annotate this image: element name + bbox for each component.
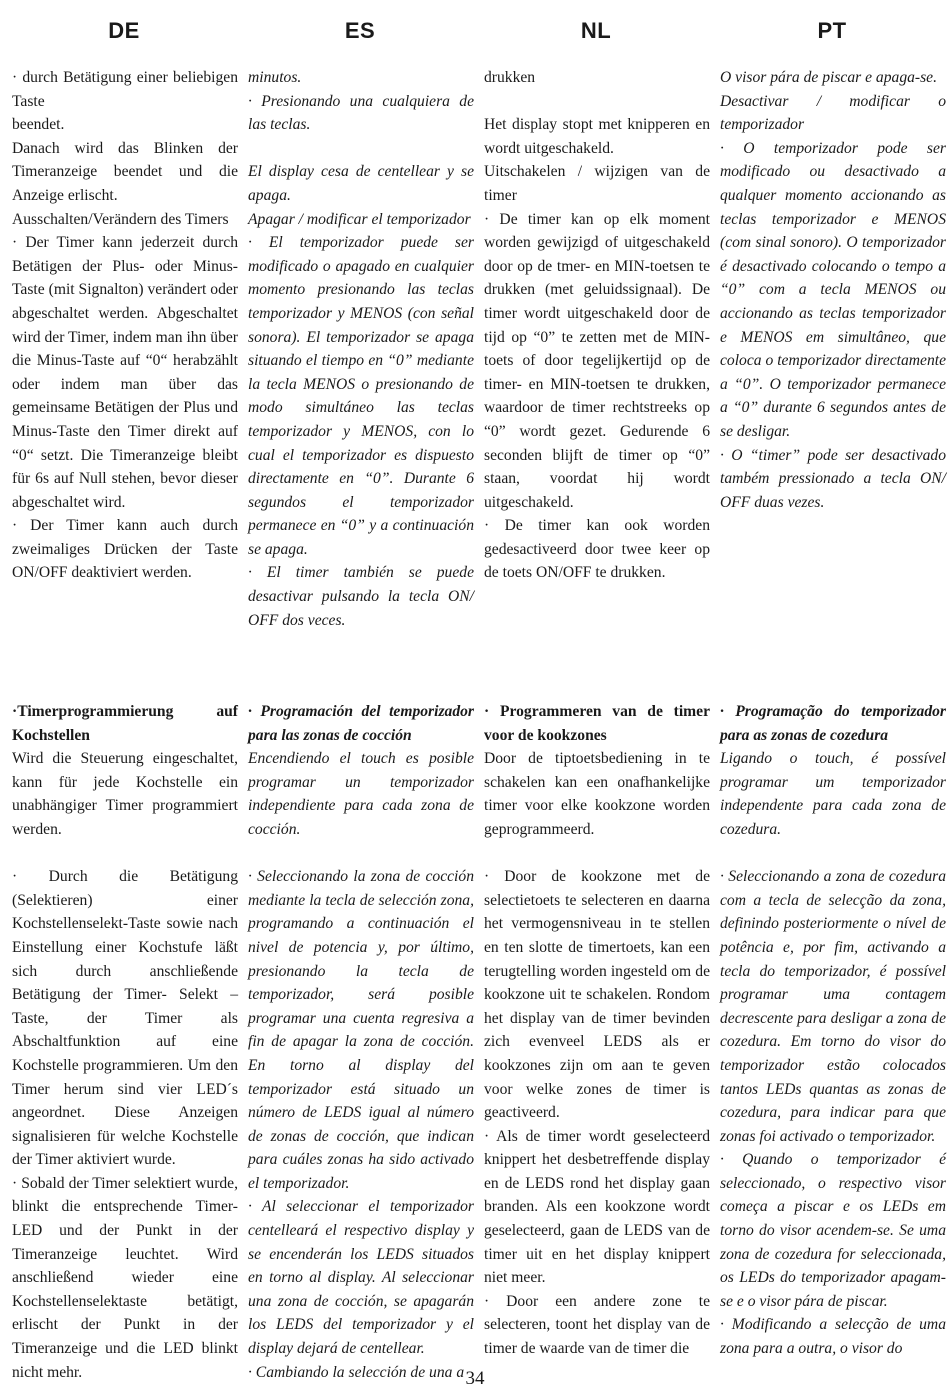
column-nl-top [484,66,710,585]
paragraph: Encendiendo el touch es posible programar un temporizador independiente para cada zona de cocción. [248,750,474,838]
paragraph: Wird die Steuerung eingeschaltet, kann für jede Kochstelle ein unabhängiger Timer programmiert werden. [12,750,238,838]
header-es: ES [344,18,376,43]
paragraph: · O “timer” pode ser desactivado também pressionado a tecla ON/ OFF duas vezes. [720,446,946,511]
paragraph: · El timer también se puede desactivar pulsando la tecla ON/ OFF dos veces. [248,564,474,629]
paragraph: O visor pára de piscar e apaga-se. [720,69,937,86]
paragraph: · Seleccionando a zona de cozedura com a tecla de selecção da zona, definindo posteriormente o nível de potência e, por fim, activando a tecla do temporizador, é possível programar uma contagem decrescente para desligar a zona de cozedura. Em torno do visor do temporizador estão colocados tantos LEDs quantas as zonas de cozedura, para indicar para que zonas foi activado o temporizador. [720,868,946,1145]
column-nl-bottom [484,700,710,1361]
paragraph: · Durch die Betätigung (Selektieren) einer Kochstellenselekt-Taste sowie nach Einstellung einer Kochstufe läßt sich durch anschließende Betätigung der Timer- Selekt –Taste, der Timer als Abschaltfunktion auf eine Kochstelle programmieren. Um den Timer herum sind vier LED´s angeordnet. Diese Anzeigen signalisieren für welche Kochstelle der Timer aktiviert wurde. [12,868,238,1169]
paragraph: · De timer kan ook worden gedesactiveerd door twee keer op de toets ON/OFF te drukken. [484,517,710,582]
paragraph: · Presionando una cualquiera de las teclas. [248,92,474,134]
paragraph: · De timer kan op elk moment worden gewijzigd of uitgeschakeld door op de tmer- en MIN-toetsen te drukken (met geluidssignaal). De timer wordt uitgeschakeld door de tijd op “0” te zetten met de MIN-toets of door tegelijkertijd op de timer- en MIN-toetsen te drukken, waardoor de timer rechtstreeks op “0” wordt gezet. Gedurende 6 seconden blijft de timer op “0” staan, voordat hij wordt uitgeschakeld. [484,210,710,511]
paragraph: · Quando o temporizador é seleccionado, o respectivo visor começa a piscar e os LEDs em torno do visor acendem-se. Se uma zona de cozedura for seleccionada, os LEDs do temporizador apagam-se e o visor pára de piscar. [720,1151,946,1310]
paragraph: Danach wird das Blinken der Timeranzeige beendet und die Anzeige erlischt. [12,139,238,204]
paragraph: Door de tiptoetsbediening in te schakelen kan een onafhankelijke timer voor elke kookzone worden geprogrammeerd. [484,750,710,838]
paragraph: · Sobald der Timer selektiert wurde, blinkt die entsprechende Timer-LED und der Punkt in der Timeranzeige leuchtet. Wird anschließend wieder eine Kochstellenselektaste betätigt, erlischt der Punkt in der Timeranzeige und die LED blinkt nicht mehr. [12,1174,238,1381]
column-pt-top [720,66,946,514]
paragraph: beendet. [12,116,65,134]
paragraph: · El temporizador puede ser modificado o apagado en cualquier momento presionando las teclas temporizador y MENOS (con señal sonora). El temporizador se apaga situando el tiempo en “0” mediante la tecla MENOS o presionando de modo simultáneo las teclas temporizador y MENOS, con lo cual el temporizador es dispuesto directamente en “0”. Durante 6 segundos el temporizador permanece en “0” y a continuación se apaga. [248,234,474,558]
paragraph: · Der Timer kann jederzeit durch Betätigen der Plus- oder Minus-Taste (mit Signalton) verändert oder abgeschaltet werden. Abgeschaltet wird der Timer, indem man ihn über die Minus-Taste auf “0“ herabzählt oder indem man über das gemeinsame Betätigen der Plus und Minus-Taste den Timer direkt auf “0“ setzt. Die Timeranzeige bleibt für 6s auf Null stehen, bevor dieser abgeschaltet wird. [12,234,238,511]
header-nl: NL [580,18,612,43]
subheading: Desactivar / modificar o temporizador [720,92,946,134]
paragraph: Het display stopt met knipperen en wordt uitgeschakeld. [484,116,710,157]
column-es-bottom [248,700,474,1384]
section-heading: ·Timerprogrammierung auf Kochstellen [12,703,238,744]
subheading: Uitschakelen / wijzigen van de timer [484,163,710,204]
section-heading: · Programação do temporizador para as zonas de cozedura [720,703,946,744]
column-de-bottom [12,700,238,1384]
paragraph: · O temporizador pode ser modificado ou desactivado a qualquer momento accionando as teclas temporizador e MENOS (com sinal sonoro). O temporizador é desactivado colocando o tempo a “0” com a tecla MENOS ou accionando as teclas temporizador e MENOS em simultâneo, que coloca o temporizador directamente a “0”. O temporizador permanece a “0” durante 6 segundos antes de se desligar. [720,139,946,440]
paragraph: minutos. [248,69,302,86]
header-pt: PT [817,18,847,43]
paragraph: · Als de timer wordt geselecteerd knippert het desbetreffende display en de LEDS rond het display gaan branden. Als een kookzone wordt geselecteerd, gaan de LEDS van de timer uit en het display knippert niet meer. [484,1127,710,1287]
paragraph: El display cesa de centellear y se apaga. [248,163,474,204]
subheading: Apagar / modificar el temporizador [248,210,471,228]
header-de: DE [108,18,140,43]
column-pt-bottom [720,700,946,1361]
paragraph: · durch Betätigung einer beliebigen Taste [12,69,238,110]
section-heading: · Programmeren van de timer voor de kookzones [484,703,710,744]
page-number: 34 [465,1368,485,1389]
paragraph: · Cambiando la selección de una a [248,1363,465,1381]
paragraph: Ligando o touch, é possível programar um temporizador independente para cada zona de cozedura. [720,750,946,838]
paragraph: · Der Timer kann auch durch zweimaliges Drücken der Taste ON/OFF deaktiviert werden. [12,517,238,582]
paragraph: · Seleccionando la zona de cocción mediante la tecla de selección zona, programando a continuación el nivel de potencia y, por último, presionando la tecla de temporizador, será posible programar una cuenta regresiva a fin de apagar la zona de cocción. En torno al display del temporizador está situado un número de LEDS igual al número de zonas de cocción, que indican para cuáles zonas ha sido activado el temporizador. [248,868,474,1192]
paragraph: · Modificando a selecção de uma zona para a outra, o visor do [720,1316,946,1358]
column-de-top [12,66,238,585]
subheading: Ausschalten/Verändern des Timers [12,210,229,228]
paragraph: drukken [484,69,536,86]
paragraph: · Door een andere zone te selecteren, toont het display van de timer de waarde van de timer die [484,1292,710,1358]
column-es-top [248,66,474,632]
paragraph: · Door de kookzone met de selectietoets te selecteren en daarna het vermogensniveau in te stellen en ten slotte de timertoets, kan een terugtelling worden ingesteld om de kookzone uit te schakelen. Rondom het display van de timer bevinden zich evenveel LEDS als er kookzones zijn om aan te geven voor welke zones de timer is geactiveerd. [484,868,710,1122]
section-heading: · Programación del temporizador para las zonas de cocción [248,703,474,744]
paragraph: · Al seleccionar el temporizador centelleará el respectivo display y se encenderán los LEDS situados en torno al display. Al seleccionar una zona de cocción, se apagarán los LEDS del temporizador y el display dejará de centellear. [248,1198,474,1358]
